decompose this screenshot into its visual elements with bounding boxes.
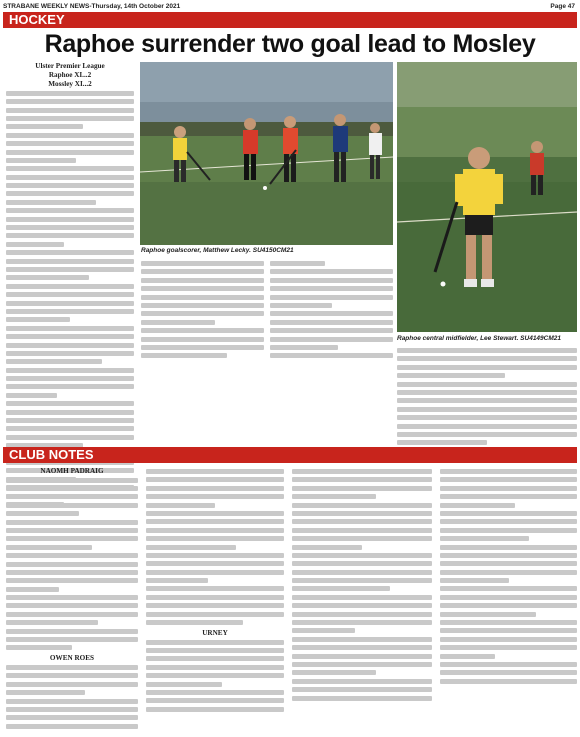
article-text-placeholder <box>397 348 577 445</box>
club-notes-text-placeholder <box>146 640 284 712</box>
club-heading-urney: URNEY <box>202 629 228 638</box>
club-notes-text-placeholder <box>440 469 577 684</box>
club-notes-column-3 <box>292 467 432 701</box>
hockey-action-image <box>140 62 393 245</box>
article-column-3 <box>270 259 393 358</box>
section-banner-hockey: HOCKEY <box>3 12 577 28</box>
club-heading-owen-roes: OWEN ROES <box>49 654 95 663</box>
club-notes-text-placeholder <box>6 478 138 651</box>
page-header <box>3 2 577 12</box>
club-notes-column-4 <box>440 467 577 684</box>
club-notes-column-1 <box>6 467 138 729</box>
midfielder-image <box>397 62 577 332</box>
article-column-1 <box>6 62 134 507</box>
section-banner-club-notes: CLUB NOTES <box>3 447 577 463</box>
club-heading-naomh-padraig: NAOMH PADRAIG <box>40 467 104 475</box>
page-number: Page 47 <box>550 3 575 10</box>
photo-caption-two: Raphoe central midfielder, Lee Stewart. SU4149CM21 <box>397 335 562 342</box>
paper-dateline: STRABANE WEEKLY NEWS-Thursday, 14th October 2021 <box>3 3 181 10</box>
article-headline: Raphoe surrender two goal lead to Mosley <box>44 30 536 58</box>
club-notes-text-placeholder <box>6 665 138 729</box>
midfielder-photo <box>397 62 577 332</box>
score-team-b: Mossley XI...2 <box>48 80 92 89</box>
article-text-placeholder <box>141 261 264 358</box>
club-notes-text-placeholder <box>292 469 432 701</box>
club-notes-text-placeholder <box>146 469 284 625</box>
article-text-placeholder <box>6 91 134 507</box>
article-text-placeholder <box>270 261 393 358</box>
club-notes-column-2 <box>146 467 284 712</box>
article-column-4 <box>397 346 577 445</box>
article-column-2 <box>141 259 264 358</box>
photo-caption-one: Raphoe goalscorer, Matthew Lecky. SU4150CM21 <box>141 247 294 254</box>
league-name: Ulster Premier League <box>35 62 105 70</box>
hockey-action-photo <box>140 62 393 245</box>
score-team-a: Raphoe XI...2 <box>48 71 92 80</box>
